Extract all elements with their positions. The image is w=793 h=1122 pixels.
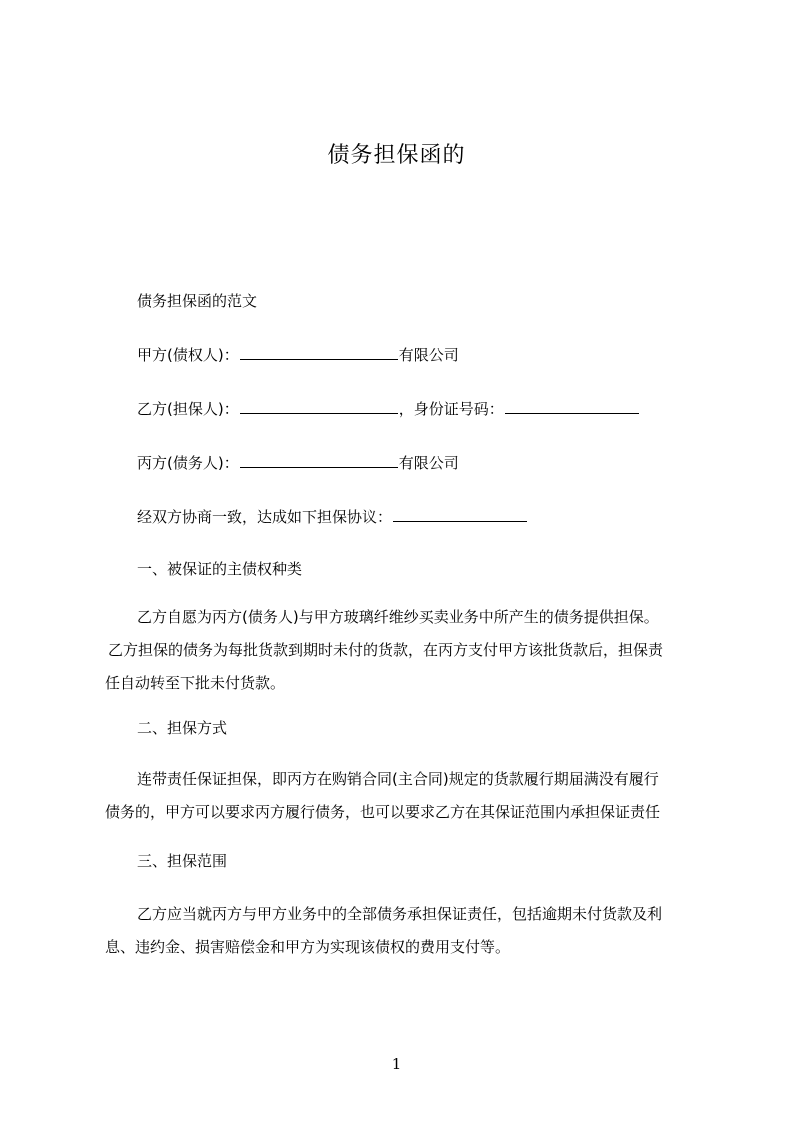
party-b-label: 乙方(担保人)： xyxy=(137,400,239,418)
party-b-line xyxy=(137,397,640,420)
agreement-intro-line xyxy=(137,505,528,528)
section-2-heading: 二、担保方式 xyxy=(137,719,228,737)
section-3-line-1: 乙方应当就丙方与甲方业务中的全部债务承担保证责任，包括逾期未付货款及利 xyxy=(137,905,663,923)
section-1-line-1: 乙方自愿为丙方(债务人)与甲方玻璃纤维纱买卖业务中所产生的债务提供担保。 xyxy=(137,608,659,626)
party-b-name-blank[interactable] xyxy=(240,397,398,414)
section-3-body xyxy=(105,898,715,964)
party-b-id-label: ，身份证号码： xyxy=(398,400,504,418)
page-number: 1 xyxy=(391,1055,402,1073)
section-1-line-3: 任自动转至下批未付货款。 xyxy=(105,674,286,692)
section-3-heading: 三、担保范围 xyxy=(137,852,228,870)
section-1-line-2: 乙方担保的债务为每批货款到期时未付的货款，在丙方支付甲方该批货款后，担保责 xyxy=(108,641,664,659)
agreement-intro-blank[interactable] xyxy=(393,505,527,522)
party-a-line xyxy=(137,343,459,366)
party-a-label: 甲方(债权人)： xyxy=(137,346,239,364)
party-a-suffix: 有限公司 xyxy=(398,346,459,364)
section-2-body xyxy=(105,763,715,829)
agreement-intro-text: 经双方协商一致，达成如下担保协议： xyxy=(137,508,393,526)
party-c-label: 丙方(债务人)： xyxy=(137,454,239,472)
section-1-body xyxy=(105,601,715,700)
party-c-suffix: 有限公司 xyxy=(398,454,459,472)
document-title: 债务担保函的 xyxy=(327,143,466,168)
party-c-line xyxy=(137,451,459,474)
party-b-id-blank[interactable] xyxy=(505,397,639,414)
section-3-line-2: 息、违约金、损害赔偿金和甲方为实现该债权的费用支付等。 xyxy=(105,938,511,956)
party-a-name-blank[interactable] xyxy=(240,343,398,360)
document-subtitle: 债务担保函的范文 xyxy=(137,292,258,310)
section-1-heading: 一、被保证的主债权种类 xyxy=(137,560,303,578)
section-2-line-1: 连带责任保证担保，即丙方在购销合同(主合同)规定的货款履行期届满没有履行 xyxy=(137,770,659,788)
section-2-line-2: 债务的，甲方可以要求丙方履行债务，也可以要求乙方在其保证范围内承担保证责任 xyxy=(105,803,661,821)
party-c-name-blank[interactable] xyxy=(240,451,398,468)
